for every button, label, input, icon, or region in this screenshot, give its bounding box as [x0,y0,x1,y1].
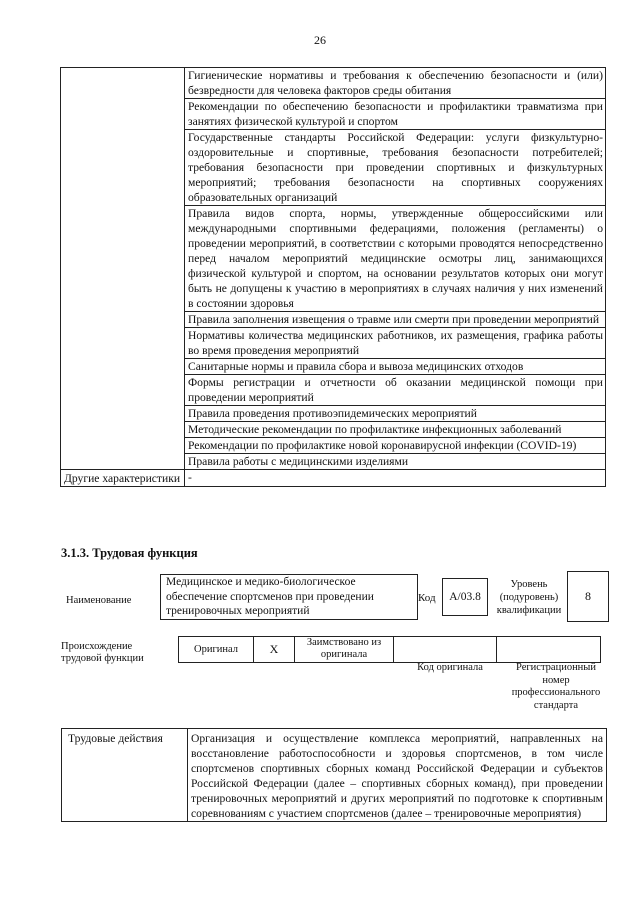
knowledge-item: Санитарные нормы и правила сбора и вывоза медицинских отходов [185,359,606,375]
knowledge-item: Правила работы с медицинскими изделиями [185,454,606,470]
table-row [61,68,606,99]
naming-label: Наименование [66,595,132,606]
knowledge-item: Государственные стандарты Российской Федерации: услуги физкультурно-оздоровительные и спортивные, требования безопасности потребителей; требования безопасности при проведении спортивных и физкультурных мероприятий; требования безопасности на спортивных сооружениях образовательных организаций [185,130,606,206]
code-value: А/03.8 [442,578,488,616]
table-row [179,637,601,663]
code-original-cell [394,637,497,663]
knowledge-item: Правила заполнения извещения о травме или смерти при проведении мероприятий [185,312,606,328]
other-characteristics-value: - [185,470,606,487]
level-label: Уровень (подуровень) квалификации [496,579,562,616]
table-row [62,729,607,822]
knowledge-item: Рекомендации по обеспечению безопасности и профилактики травматизма при занятиях физической культурой и спортом [185,99,606,130]
code-original-label: Код оригинала [417,662,483,673]
origin-table [178,636,601,663]
knowledge-item: Рекомендации по профилактике новой коронавирусной инфекции (COVID-19) [185,438,606,454]
labor-actions-table [61,728,607,822]
knowledge-label-cell [61,68,185,470]
other-characteristics-label: Другие характеристики [61,470,185,487]
level-value: 8 [567,571,609,622]
table-row [61,470,606,487]
labor-actions-value: Организация и осуществление комплекса мероприятий, направленных на восстановление работоспособности и здоровья спортсменов, в том числе спортсменов спортивных сборных команд Российской Федерации и субъектов Российской Федерации (далее – спортивных сборных команд), при проведении тренировочных мероприятий и других мероприятий по подготовке к спортивным соревнованиям с участием спортсменов (далее – тренировочные мероприятия) [188,729,607,822]
knowledge-item: Формы регистрации и отчетности об оказании медицинской помощи при проведении мероприятий [185,375,606,406]
knowledge-table [60,67,606,487]
labor-actions-label: Трудовые действия [62,729,188,822]
original-label: Оригинал [179,637,254,663]
origin-label: Происхождение трудовой функции [61,641,144,664]
original-mark: X [254,637,295,663]
knowledge-item: Правила проведения противоэпидемических мероприятий [185,406,606,422]
page-number: 26 [314,33,326,47]
reg-number-cell [497,637,601,663]
reg-number-label: Регистрационный номер профессионального стандарта [511,662,601,711]
borrowed-label: Заимствовано из оригинала [295,637,394,663]
section-title: 3.1.3. Трудовая функция [61,546,198,560]
code-label: Код [418,592,436,604]
knowledge-item: Правила видов спорта, нормы, утвержденные общероссийскими или международными спортивными федерациями, положения (регламенты) о проведении мероприятий, в соответствии с которыми проводятся непосредственно перед началом мероприятий медицинские осмотры лиц, занимающихся физической культурой и спортом, на основании результатов которых они могут быть не допущены к участию в мероприятиях в случаях наличия у них изменений в состоянии здоровья [185,206,606,312]
knowledge-item: Гигиенические нормативы и требования к обеспечению безопасности и (или) безвредности для человека факторов среды обитания [185,68,606,99]
function-name-value: Медицинское и медико-биологическое обеспечение спортсменов при проведении тренировочных мероприятий [160,574,418,620]
knowledge-item: Методические рекомендации по профилактике инфекционных заболеваний [185,422,606,438]
knowledge-item: Нормативы количества медицинских работников, их размещения, графика работы во время проведения мероприятий [185,328,606,359]
